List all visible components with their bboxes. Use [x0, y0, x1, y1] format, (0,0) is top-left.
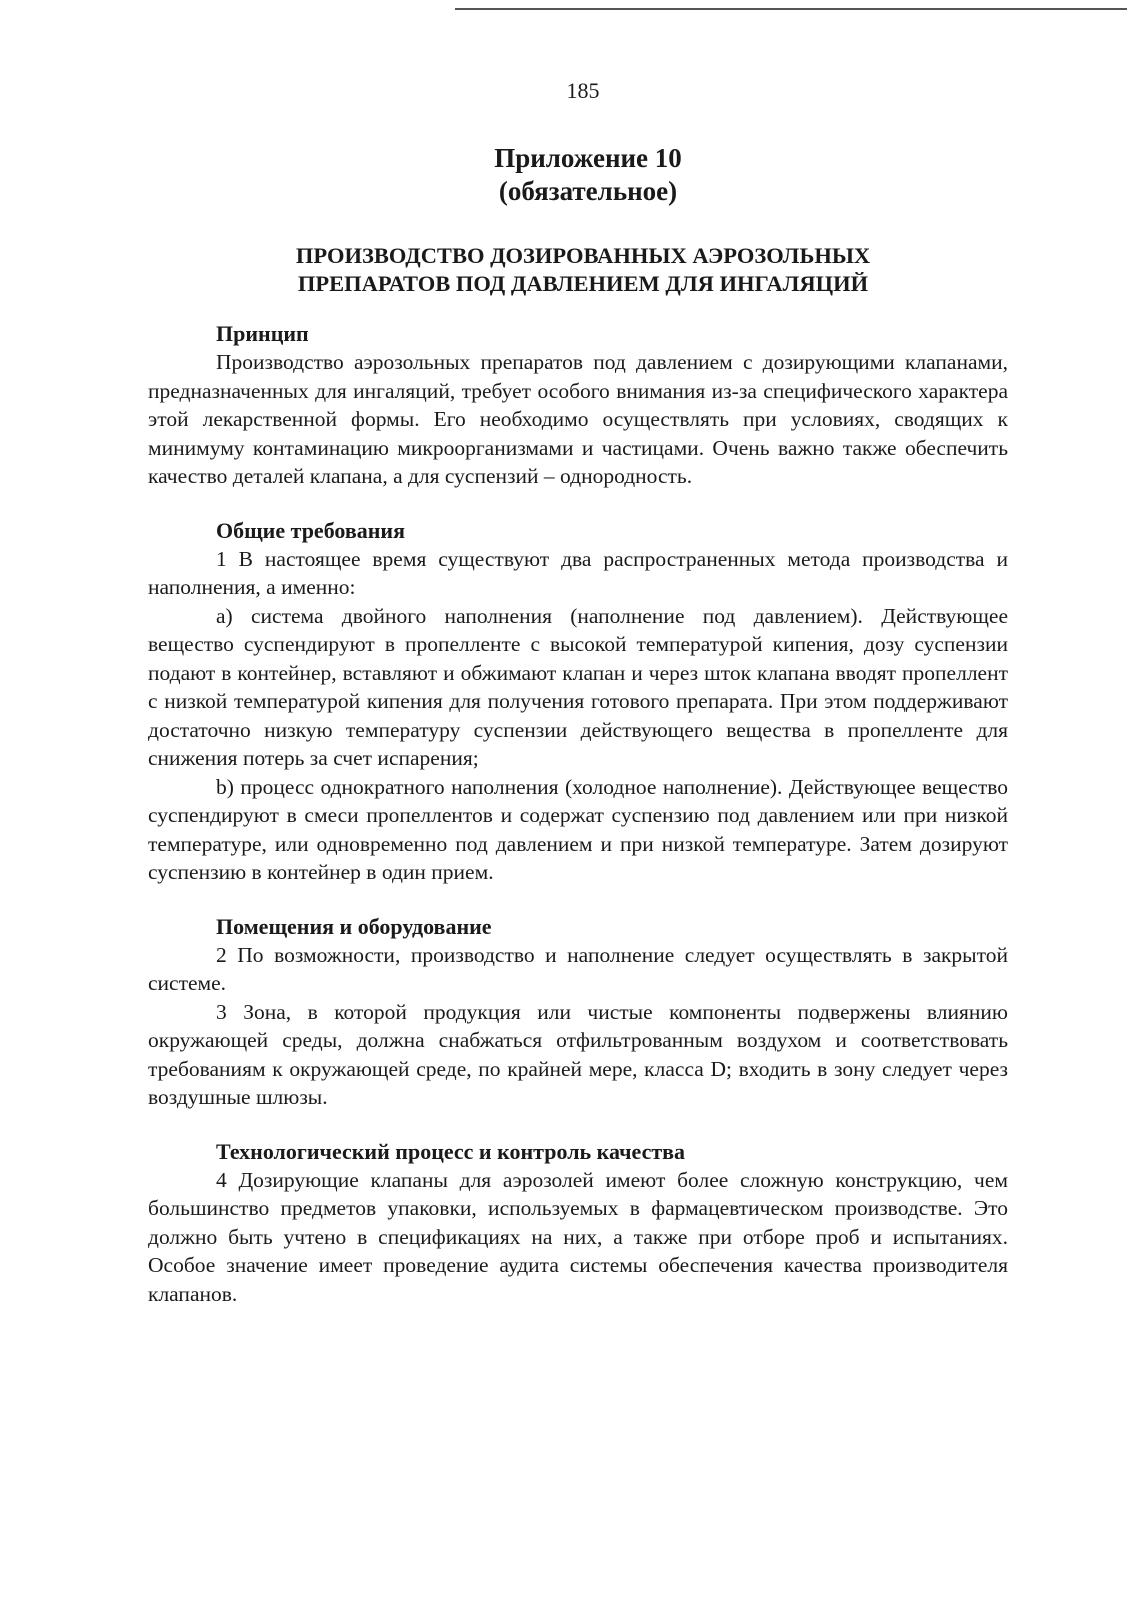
paragraph: 2 По возможности, производство и наполнение следует осуществлять в закрытой системе.: [148, 942, 1008, 995]
section-principle: [148, 320, 1008, 491]
section-general: [148, 517, 1008, 887]
section-heading: Принцип: [216, 321, 309, 346]
main-title-line-1: ПРОИЗВОДСТВО ДОЗИРОВАННЫХ АЭРОЗОЛЬНЫХ: [295, 243, 871, 268]
section-heading: Общие требования: [216, 517, 405, 543]
section-heading: Помещения и оборудование: [216, 913, 492, 939]
section-process: [148, 1138, 1008, 1309]
paragraph: b) процесс однократного наполнения (холодное наполнение). Действующее вещество суспендируют в смеси пропеллентов и содержат суспензию под давлением или при низкой температуре, или одновременно под давлением и при низкой температуре. Затем дозируют суспензию в контейнер в один прием.: [148, 774, 1008, 884]
paragraph: 3 Зона, в которой продукция или чистые компоненты подвержены влиянию окружающей среды, должна снабжаться отфильтрованным воздухом и соответствовать требованиям к окружающей среде, по крайней мере, класса D; входить в зону следует через воздушные шлюзы.: [148, 999, 1008, 1109]
main-title: [148, 242, 1008, 298]
document-page: [148, 78, 1008, 1334]
appendix-title: Приложение 10: [494, 143, 682, 173]
paragraph: a) система двойного наполнения (наполнение под давлением). Действующее вещество суспендируют в пропелленте с высокой температурой кипения, дозу суспензии подают в контейнер, вставляют и обжимают клапан и через шток клапана вводят пропеллент с низкой температурой кипения для получения готового препарата. При этом поддерживают достаточно низкую температуру суспензии действующего вещества в пропелленте для снижения потерь за счет испарения;: [148, 603, 1008, 770]
paragraph: 4 Дозирующие клапаны для аэрозолей имеют более сложную конструкцию, чем большинство предметов упаковки, используемых в фармацевтическом производстве. Это должно быть учтено в спецификациях на них, а также при отборе проб и испытаниях. Особое значение имеет проведение аудита системы обеспечения качества производителя клапанов.: [148, 1167, 1008, 1306]
paragraph: 1 В настоящее время существуют два распространенных метода производства и наполнения, а именно:: [148, 546, 1008, 599]
appendix-subtitle: (обязательное): [498, 176, 678, 206]
top-rule: [455, 8, 1127, 10]
main-title-line-2: ПРЕПАРАТОВ ПОД ДАВЛЕНИЕМ ДЛЯ ИНГАЛЯЦИЙ: [297, 271, 869, 296]
section-premises: [148, 913, 1008, 1112]
page-number: 185: [566, 78, 600, 103]
section-heading: Технологический процесс и контроль качества: [216, 1138, 686, 1164]
paragraph: Производство аэрозольных препаратов под давлением с дозирующими клапанами, предназначенных для ингаляций, требует особого внимания из-за специфического характера этой лекарственной формы. Его необходимо осуществлять при условиях, сводящих к минимуму контаминацию микроорганизмами и частицами. Очень важно также обеспечить качество деталей клапана, а для суспензий – однородность.: [148, 350, 1008, 488]
